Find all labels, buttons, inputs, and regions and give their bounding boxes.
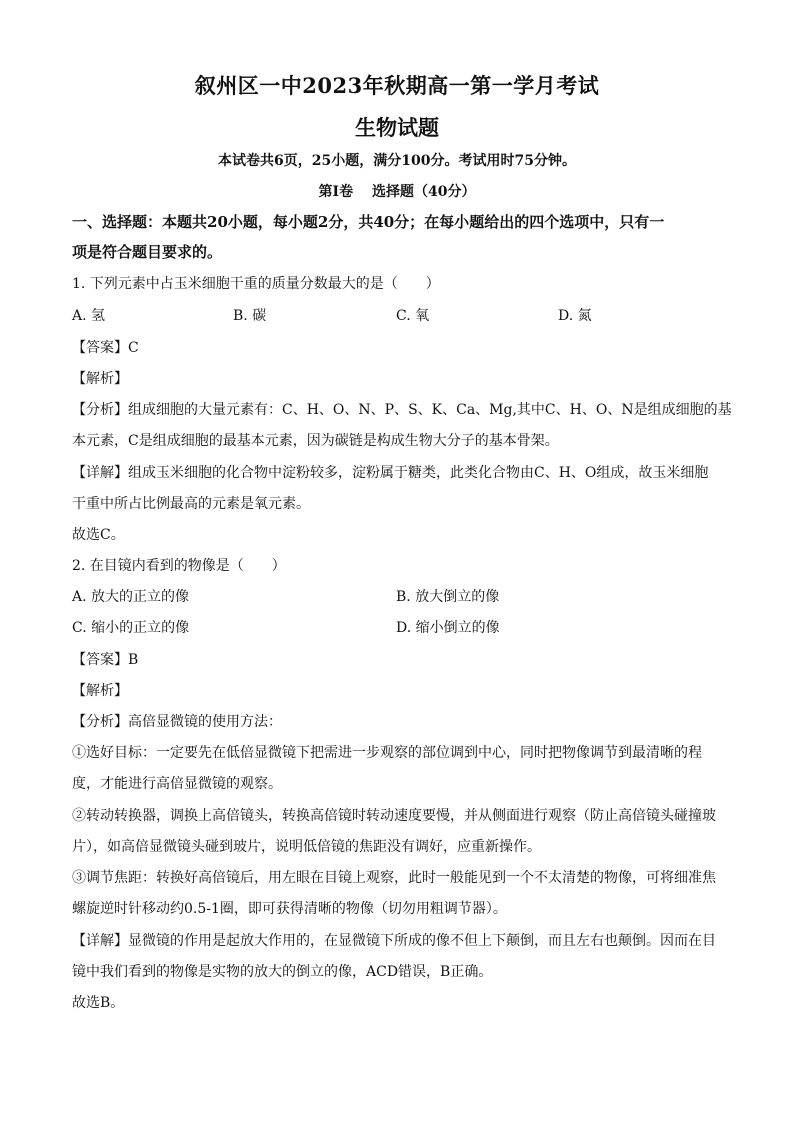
q1-answer: 【答案】C (72, 340, 139, 356)
subject-title: 生物试题 (355, 115, 439, 140)
q1-option-d: D. 氮 (558, 308, 592, 324)
q2-stem: 2. 在目镜内看到的物像是（ ） (72, 558, 286, 574)
q2-answer: 【答案】B (72, 652, 139, 668)
section-heading: 第I卷 选择题（40分） (318, 184, 476, 200)
q2-step3-line-2: 螺旋逆时针移动约0.5-1圈，即可获得清晰的物像（切勿用粗调节器）。 (72, 901, 507, 917)
q2-step1-line-1: ①选好目标：一定要先在低倍显微镜下把需进一步观察的部位调到中心，同时把物像调节到最清晰的程 (72, 745, 702, 761)
q2-fenxi: 【分析】高倍显微镜的使用方法： (72, 714, 282, 730)
q1-analysis-label: 【解析】 (72, 371, 128, 387)
q2-conclusion: 故选B。 (72, 995, 125, 1011)
q1-option-c: C. 氧 (396, 308, 430, 324)
q2-option-b: B. 放大倒立的像 (396, 589, 500, 605)
q1-option-a: A. 氢 (72, 308, 106, 324)
q1-stem: 1. 下列元素中占玉米细胞干重的质量分数最大的是（ ） (72, 276, 440, 292)
q2-option-d: D. 缩小倒立的像 (396, 620, 500, 636)
q2-step2-line-2: 片），如高倍显微镜头碰到玻片，说明低倍镜的焦距没有调好，应重新操作。 (72, 839, 541, 855)
exam-title: 叙州区一中2023年秋期高一第一学月考试 (194, 73, 600, 98)
q1-option-b: B. 碳 (233, 308, 267, 324)
q1-xiangjie-line-1: 【详解】组成玉米细胞的化合物中淀粉较多，淀粉属于糖类，此类化合物由C、H、O组成，故玉米细胞 (72, 465, 709, 481)
q1-fenxi-line-2: 本元素，C是组成细胞的最基本元素，因为碳链是构成生物大分子的基本骨架。 (72, 433, 559, 449)
exam-info: 本试卷共6页，25小题，满分100分。考试用时75分钟。 (218, 153, 576, 169)
q2-xiangjie-line-1: 【详解】显微镜的作用是起放大作用的，在显微镜下所成的像不但上下颠倒，而且左右也颠倒。因而在目 (72, 933, 716, 949)
q1-fenxi-line-1: 【分析】组成细胞的大量元素有：C、H、O、N、P、S、K、Ca、Mg,其中C、H、O、N是组成细胞的基 (72, 402, 732, 418)
q2-analysis-label: 【解析】 (72, 683, 128, 699)
q2-xiangjie-line-2: 镜中我们看到的物像是实物的放大的倒立的像，ACD错误，B正确。 (72, 964, 493, 980)
q2-option-a: A. 放大的正立的像 (72, 589, 190, 605)
instructions-line-2: 项是符合题目要求的。 (72, 243, 223, 261)
q2-step2-line-1: ②转动转换器，调换上高倍镜头，转换高倍镜时转动速度要慢，并从侧面进行观察（防止高倍镜头碰撞玻 (72, 808, 716, 824)
instructions-line-1: 一、选择题：本题共20小题，每小题2分，共40分；在每小题给出的四个选项中，只有一 (72, 213, 665, 231)
q2-option-c: C. 缩小的正立的像 (72, 620, 190, 636)
q2-step1-line-2: 度，才能进行高倍显微镜的观察。 (72, 776, 282, 792)
q2-step3-line-1: ③调节焦距：转换好高倍镜后，用左眼在目镜上观察，此时一般能见到一个不太清楚的物像，可将细准焦 (72, 870, 716, 886)
q1-xiangjie-line-2: 干重中所占比例最高的元素是氧元素。 (72, 496, 310, 512)
q1-conclusion: 故选C。 (72, 527, 125, 543)
